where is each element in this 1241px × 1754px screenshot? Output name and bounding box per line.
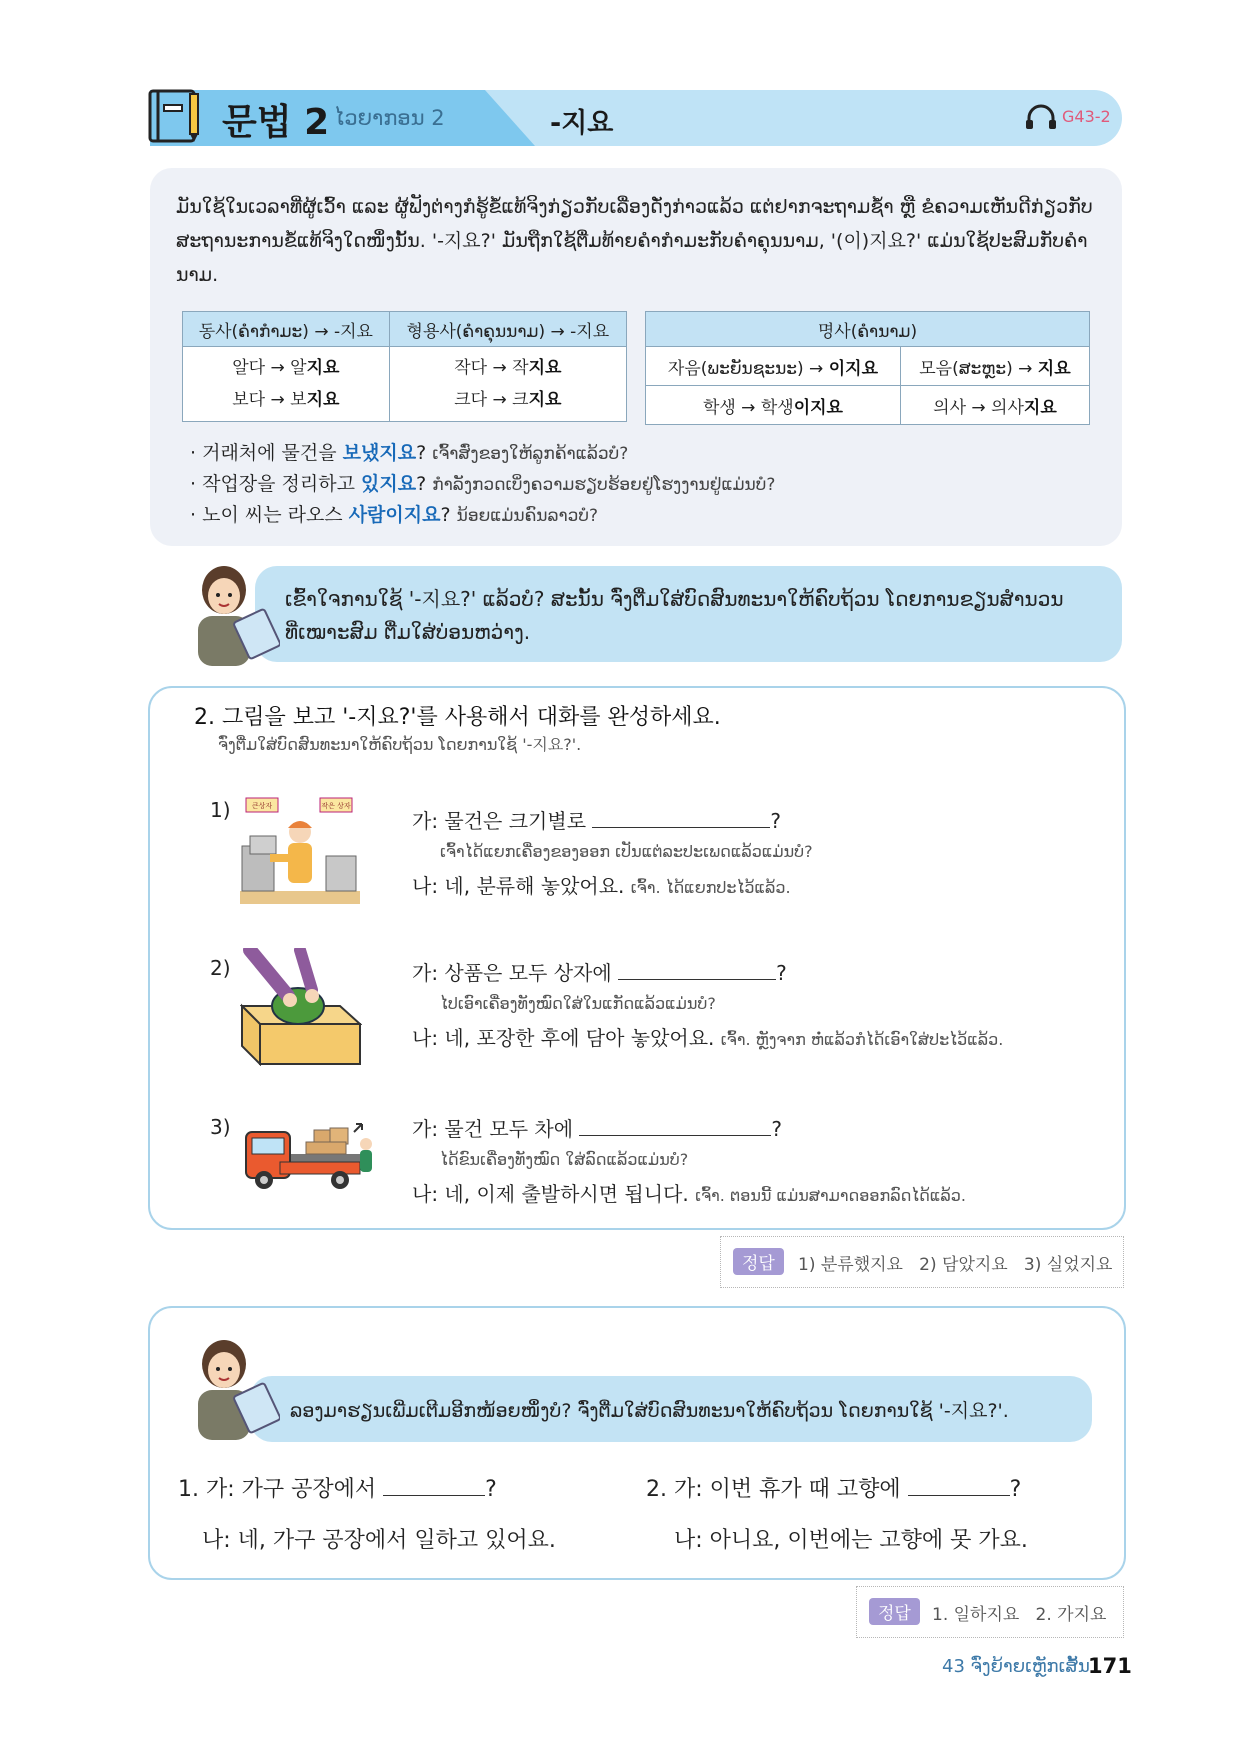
grammar-subtitle: ໄວຍາກອນ 2 bbox=[334, 106, 445, 130]
teacher-illustration bbox=[180, 1336, 280, 1444]
practice-question-1: 1. 가: 가구 공장에서 ? bbox=[178, 1477, 497, 1502]
practice-answer-2: 나: 아니요, 이번에는 고향에 못 가요. bbox=[674, 1528, 1028, 1553]
answer-blank[interactable] bbox=[383, 1475, 485, 1496]
audio-track-label[interactable]: G43-2 bbox=[1062, 107, 1111, 126]
dialogue-answer: 나: 네, 이제 출발하시면 됩니다. ເຈົ້າ. ຕອນນີ້ ແມ່ນສາມາດອອກລົດໄດ້ແລ້ວ. bbox=[412, 1182, 966, 1206]
example-sentence: · 노이 씨는 라오스 사람이지요? ນ້ອຍແມ່ນຄົນລາວບໍ? bbox=[190, 504, 599, 526]
table-header: 형용사(ຄຳຄຸນນາມ) → -지요 bbox=[389, 312, 626, 347]
table-cell: 알다 → 알지요 보다 → 보지요 bbox=[183, 347, 390, 422]
dialogue-question-lao: ເຈົ້າໄດ້ແຍກເຄື່ອງຂອງອອກ ເປັນແຕ່ລະປະເພດແລ້ວແມ່ນບໍ? bbox=[440, 842, 813, 861]
dialogue-question-lao: ໄດ້ຂົນເຄື່ອງທັງໝົດ ໃສ່ລົດແລ້ວແມ່ນບໍ? bbox=[440, 1150, 689, 1169]
dialogue-question: 가: 물건은 크기별로 ? bbox=[412, 809, 781, 833]
answer-blank[interactable] bbox=[618, 959, 776, 980]
headphones-icon[interactable] bbox=[1025, 104, 1057, 130]
table-header: 동사(ຄຳກຳມະ) → -지요 bbox=[183, 312, 390, 347]
instruction-line-2: ທີ່ເໝາະສົມ ຕື່ມໃສ່ບ່ອນຫວ່າງ. bbox=[285, 620, 531, 644]
grammar-form: -지요 bbox=[550, 108, 614, 139]
answer-badge: 정답 bbox=[869, 1598, 920, 1625]
table-cell: 자음(ພະຍັນຊະນະ) → 이지요 bbox=[646, 347, 901, 386]
example-sentence: · 거래처에 물건을 보냈지요? ເຈົ້າສົ່ງຂອງໃຫ້ລູກຄ້າແລ້ວບໍ? bbox=[190, 442, 629, 464]
instruction-bubble bbox=[255, 566, 1122, 662]
dialogue-answer: 나: 네, 포장한 후에 담아 놓았어요. ເຈົ້າ. ຫຼັງຈາກ ຫໍ່ແລ້ວກໍໄດ້ເອົາໃສ່ປະໄວ້ແລ້ວ. bbox=[412, 1026, 1004, 1050]
warehouse-sorting-illustration bbox=[240, 796, 360, 904]
table-cell: 의사 → 의사지요 bbox=[900, 386, 1089, 425]
practice-instruction: ລອງມາຮຽນເພີ່ມເຕີມອີກໜ້ອຍໜຶ່ງບໍ? ຈົ່ງຕື່ມໃສ່ບົດສົນທະນາໃຫ້ຄົບຖ້ວນ ໂດຍການໃຊ້ '-지요?'. bbox=[290, 1400, 1009, 1422]
box-sign-large: 큰상자 bbox=[251, 802, 273, 810]
lesson-title: 43 ຈົ່ງຍ້າຍເຫຼັກເສັ້ນ bbox=[942, 1656, 1090, 1677]
item-number: 1) bbox=[210, 798, 231, 822]
answer-blank[interactable] bbox=[908, 1475, 1010, 1496]
answer-badge: 정답 bbox=[733, 1248, 784, 1275]
answer-key-text: 1. 일하지요 2. 가지요 bbox=[932, 1605, 1107, 1625]
instruction-line-1: ເຂົ້າໃຈການໃຊ້ '-지요?' ແລ້ວບໍ? ສະນັ້ນ ຈົ່ງຕື່ມໃສ່ບົດສົນທະນາໃຫ້ຄົບຖ້ວນ ໂດຍການຂຽນສຳນວນ bbox=[285, 587, 1064, 611]
answer-blank[interactable] bbox=[592, 807, 770, 828]
page-number: 171 bbox=[1088, 1654, 1132, 1678]
exercise-title: 2. 그림을 보고 '-지요?'를 사용해서 대화를 완성하세요. bbox=[194, 705, 721, 730]
answer-blank[interactable] bbox=[579, 1115, 771, 1136]
table-header: 명사(ຄຳນາມ) bbox=[646, 312, 1090, 347]
verb-adjective-table bbox=[182, 311, 627, 422]
table-cell: 작다 → 작지요 크다 → 크지요 bbox=[389, 347, 626, 422]
explanation-text: ມັນໃຊ້ໃນເວລາທີ່ຜູ້ເວົ້າ ແລະ ຜູ້ຟັງຕ່າງກໍຮູ້ຂໍ້ແທ້ຈິງກ່ຽວກັບເລື່ອງດັ່ງກ່າວແລ້ວ ແຕ່ຢາກຈະຖາມຊໍ້າ ຫຼື ຂໍຄວາມເຫັນດີກ່ຽວກັບສະຖານະການຂໍ້ແທ້ຈິງໃດໜຶ່ງນັ້ນ. '-지요?' ມັນຖືກໃຊ້ຕື່ມທ້າຍຄໍາກໍາມະກັບຄໍາຄຸນນາມ, '(이)지요?' ແມ່ນໃຊ້ປະສົມກັບຄໍານາມ. bbox=[176, 196, 1093, 286]
example-sentence: · 작업장을 정리하고 있지요? ກຳລັງກວດເບິ່ງຄວາມຮຽບຮ້ອຍຢູ່ໂຮງງານຢູ່ແມ່ນບໍ? bbox=[190, 473, 776, 495]
dialogue-question: 가: 물건 모두 차에 ? bbox=[412, 1117, 783, 1141]
truck-loading-illustration bbox=[244, 1120, 379, 1192]
dialogue-answer: 나: 네, 분류해 놓았어요. ເຈົ້າ. ໄດ້ແຍກປະໄວ້ແລ້ວ. bbox=[412, 874, 791, 898]
item-number: 2) bbox=[210, 956, 231, 980]
item-number: 3) bbox=[210, 1115, 231, 1139]
teacher-illustration bbox=[180, 562, 280, 670]
practice-answer-1: 나: 네, 가구 공장에서 일하고 있어요. bbox=[202, 1528, 556, 1553]
practice-question-2: 2. 가: 이번 휴가 때 고향에 ? bbox=[646, 1477, 1022, 1502]
noun-table bbox=[645, 311, 1090, 425]
packing-box-illustration bbox=[240, 948, 362, 1066]
dialogue-question: 가: 상품은 모두 상자에 ? bbox=[412, 961, 787, 985]
exercise-subtitle: ຈົ່ງຕື່ມໃສ່ບົດສົນທະນາໃຫ້ຄົບຖ້ວນ ໂດຍການໃຊ້ '-지요?'. bbox=[218, 735, 582, 754]
dialogue-question-lao: ໄປເອົາເຄື່ອງທັງໝົດໃສ່ໃນແກັດແລ້ວແມ່ນບໍ? bbox=[440, 994, 716, 1013]
book-icon bbox=[148, 88, 200, 144]
table-cell: 학생 → 학생이지요 bbox=[646, 386, 901, 425]
answer-key-text: 1) 분류했지요 2) 담았지요 3) 실었지요 bbox=[798, 1255, 1113, 1275]
grammar-title: 문법 2 bbox=[222, 102, 330, 143]
box-sign-small: 작은 상자 bbox=[321, 802, 351, 810]
table-cell: 모음(ສະຫຼະ) → 지요 bbox=[900, 347, 1089, 386]
